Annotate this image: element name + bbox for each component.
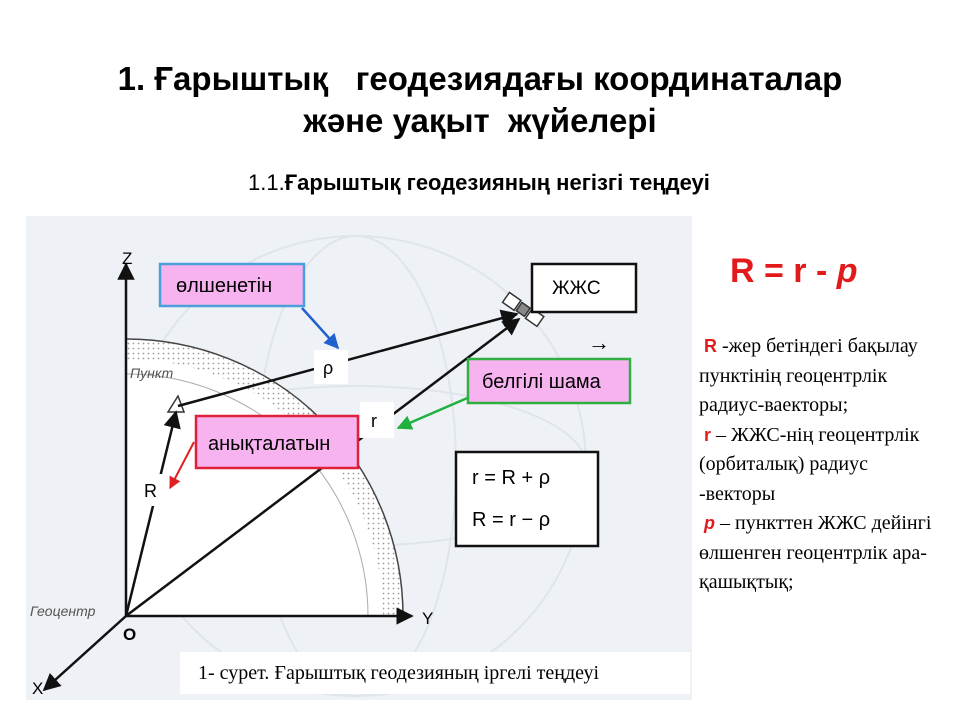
slide-subtitle bbox=[248, 170, 710, 196]
legend bbox=[699, 332, 939, 598]
geocenter-label: Геоцентр bbox=[30, 603, 96, 619]
subtitle-prefix: 1.1. bbox=[248, 170, 285, 195]
main-formula bbox=[730, 252, 858, 291]
legend-symbol-r: r bbox=[704, 424, 712, 445]
arrow-glyph: → bbox=[588, 330, 610, 355]
axis-y-label: Y bbox=[422, 609, 434, 628]
legend-text-r: – ЖЖС-нің геоцентрлік (орбиталық) радиус -векторы bbox=[699, 423, 920, 505]
figure-caption: 1- сурет. Ғарыштық геодезияның іргелі теңдеуі bbox=[180, 652, 690, 694]
equation-1: r = R + ρ bbox=[472, 467, 551, 489]
determined-label: анықталатын bbox=[208, 433, 331, 455]
legend-symbol-rho: p bbox=[704, 513, 715, 533]
point-label: Пункт bbox=[130, 365, 174, 381]
slide-title: 1. Ғарыштық геодезиядағы координаталар және уақыт жүйелері bbox=[117, 60, 843, 139]
legend-text-R: -жер бетіндегі бақылау пунктінің геоцентрлік радиус-ваекторы; bbox=[699, 335, 918, 416]
equation-2: R = r − ρ bbox=[472, 509, 551, 531]
measured-label: өлшенетін bbox=[176, 275, 273, 297]
formula-left: R = r - bbox=[730, 252, 837, 290]
axis-z-label: Z bbox=[122, 249, 133, 268]
known-label: белгілі шама bbox=[482, 371, 601, 393]
axis-x-label: X bbox=[32, 679, 44, 698]
r-label: r bbox=[371, 411, 377, 431]
legend-item-rho bbox=[699, 509, 939, 598]
subtitle-text: Ғарыштық геодезияның негізгі теңдеуі bbox=[284, 170, 710, 195]
legend-item-R bbox=[699, 332, 939, 421]
legend-symbol-R: R bbox=[704, 336, 717, 356]
legend-item-r bbox=[699, 421, 939, 510]
R-label: R bbox=[144, 481, 157, 501]
geodesy-diagram bbox=[26, 216, 692, 700]
legend-text-rho: – пункттен ЖЖС дейінгі өлшенген геоцентрлік ара-қашықтық; bbox=[699, 512, 932, 593]
satellite-label: ЖЖС bbox=[552, 278, 601, 299]
formula-rho: p bbox=[836, 252, 858, 290]
origin-label: O bbox=[123, 625, 137, 644]
r-label-box bbox=[360, 402, 394, 438]
rho-label: ρ bbox=[323, 358, 334, 378]
